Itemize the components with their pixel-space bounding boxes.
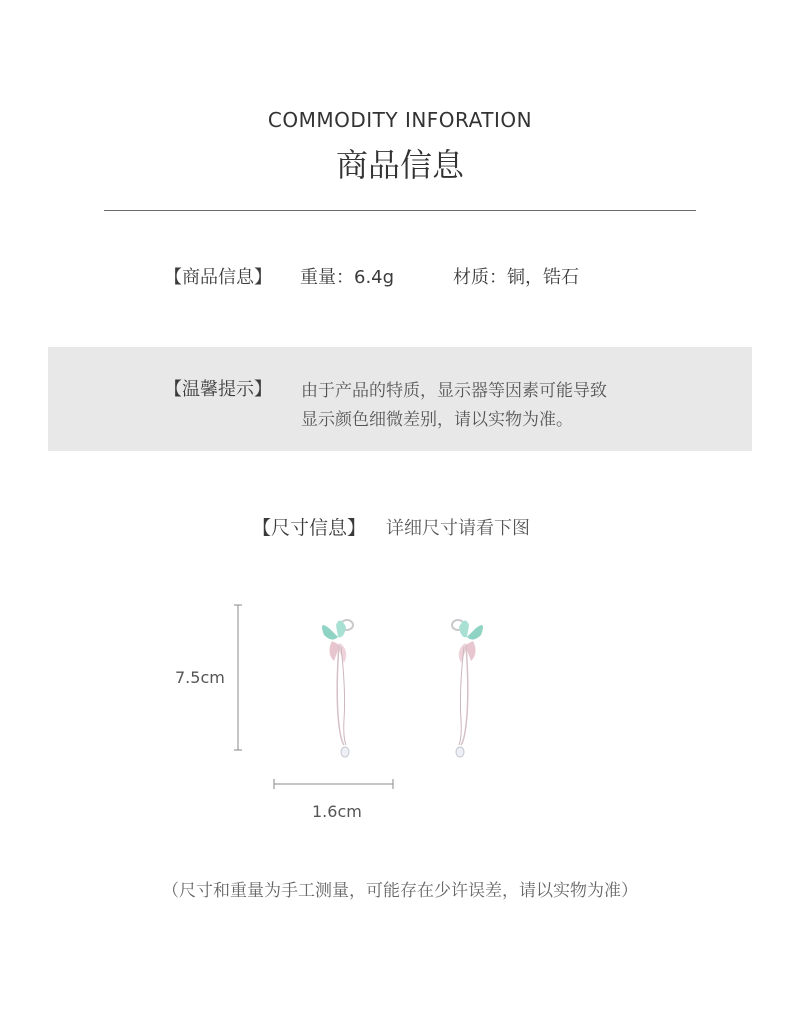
earring-right-image: [452, 620, 483, 757]
size-info-label: 【尺寸信息】: [252, 517, 367, 539]
weight-text: 重量：6.4g: [300, 267, 395, 288]
notice-text-line-1: 由于产品的特质，显示器等因素可能导致: [301, 381, 607, 401]
section-subtitle-en: COMMODITY INFORATION: [267, 108, 533, 132]
title-divider: [104, 210, 696, 211]
measurement-disclaimer: （尺寸和重量为手工测量，可能存在少许误差，请以实物为准）: [162, 881, 638, 901]
width-dimension-line: [274, 779, 393, 789]
height-dimension-line: [234, 605, 242, 750]
material-text: 材质：铜，锆石: [453, 267, 579, 288]
height-measurement: 7.5cm: [175, 668, 225, 687]
width-measurement: 1.6cm: [312, 802, 362, 821]
size-info-description: 详细尺寸请看下图: [386, 518, 530, 539]
earring-left-image: [322, 620, 353, 757]
notice-text-line-2: 显示颜色细微差别，请以实物为准。: [301, 410, 573, 430]
size-diagram: [160, 595, 640, 835]
section-title: 商品信息: [335, 146, 464, 184]
notice-label: 【温馨提示】: [164, 379, 272, 400]
product-info-label: 【商品信息】: [164, 267, 272, 288]
